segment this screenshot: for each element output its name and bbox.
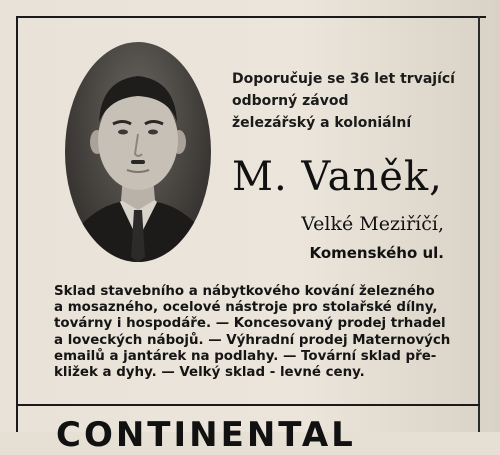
next-ad-heading: CONTINENTAL: [56, 415, 356, 455]
body-line: a mosazného, ocelové nástroje pro stolařské dílny,: [54, 300, 438, 316]
body-line: továrny i hospodáře. — Koncesovaný prodej trhadel: [54, 316, 446, 332]
body-line: a loveckých nábojů. — Výhradní prodej Maternových: [54, 332, 451, 348]
town-name: Velké Meziříčí,: [301, 213, 444, 235]
intro-line: Doporučuje se 36 let trvající: [232, 71, 455, 87]
frame-bottom-rule: [16, 404, 480, 406]
frame-top-rule: [16, 16, 486, 18]
street-address: Komenského ul.: [309, 244, 444, 262]
man-portrait-icon: [65, 42, 211, 262]
intro-line: železářský a koloniální: [232, 115, 412, 131]
advertisement-body: [54, 284, 451, 381]
frame-right-rule: [478, 16, 480, 432]
body-line: kližek a dyhy. — Velký sklad - levné ceny.: [54, 365, 365, 381]
body-line: Sklad stavebního a nábytkového kování železného: [54, 284, 435, 299]
intro-line: odborný závod: [232, 93, 349, 109]
intro-text: [232, 68, 462, 134]
body-line: emailů a jantárek na podlahy. — Tovární sklad pře-: [54, 348, 437, 364]
frame-left-rule: [16, 16, 18, 432]
portrait-photo: [65, 42, 211, 262]
business-owner-name: M. Vaněk,: [232, 154, 443, 200]
